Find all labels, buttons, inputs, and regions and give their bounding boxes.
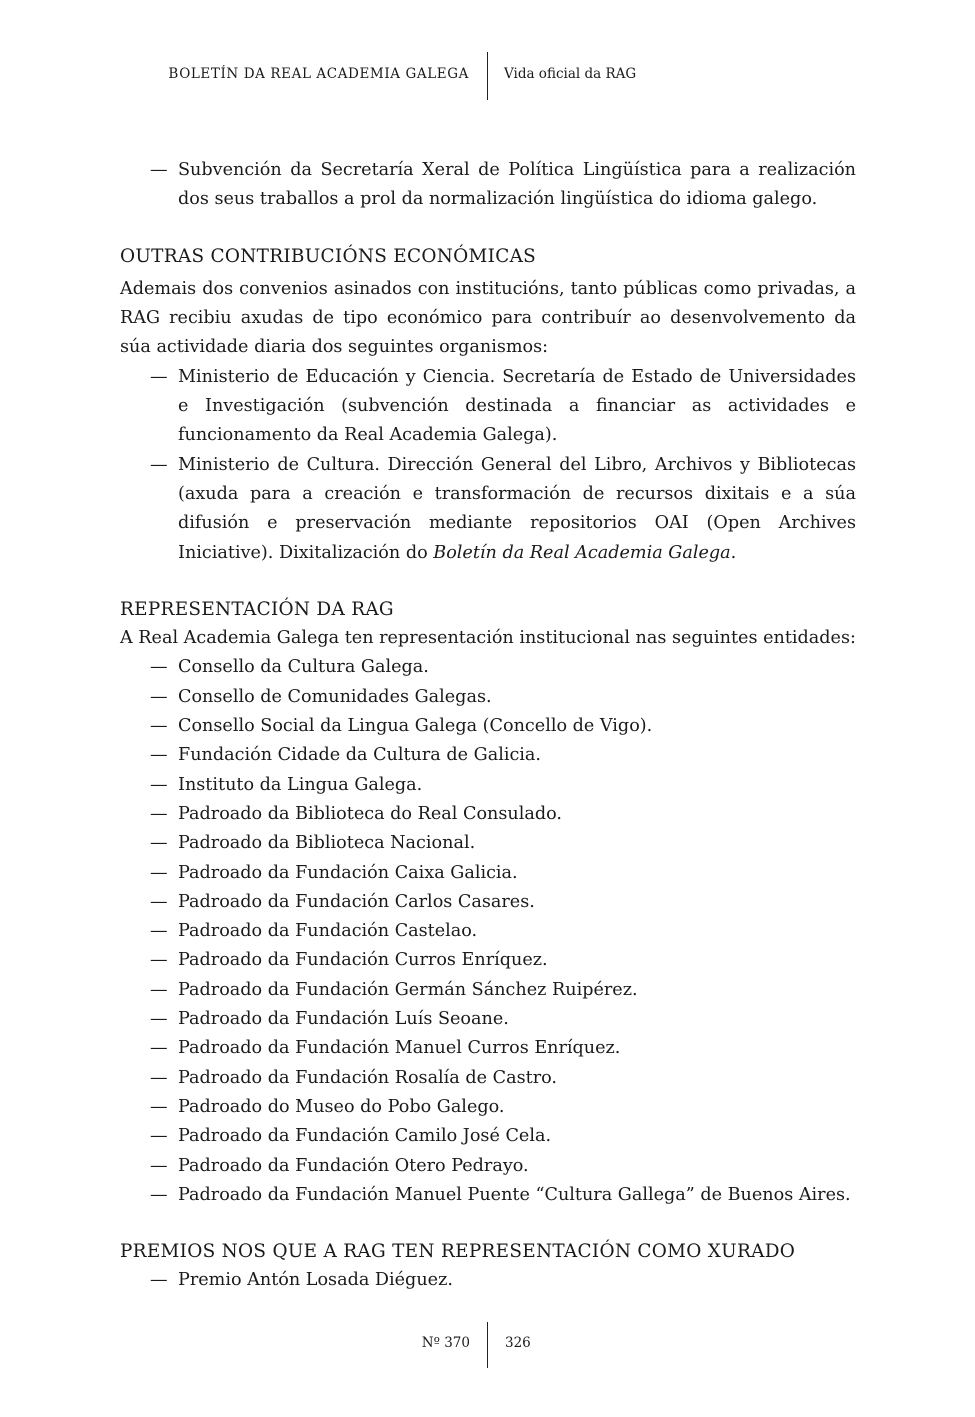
outras-list <box>120 363 856 568</box>
list-item: — Padroado da Fundación Castelao. <box>150 921 478 942</box>
list-item: — Premio Antón Losada Diéguez. <box>150 1270 453 1291</box>
outras-paragraph: Ademais dos convenios asinados con institucións, tanto públicas como privadas, a RAG recibiu axudas de tipo económico para contribuír ao desenvolvemento da súa actividade diaria dos seguintes organismos: <box>120 278 856 358</box>
list-item: — Consello da Cultura Galega. <box>150 657 429 678</box>
list-item: — Padroado da Fundación Manuel Puente “Cultura Gallega” de Buenos Aires. <box>150 1184 851 1205</box>
list-item: — Ministerio de Educación y Ciencia. Secretaría de Estado de Universidades e Investigación (subvención destinada a financiar as actividades e funcionamento da Real Academia Galega). <box>150 366 856 446</box>
representacion-list <box>120 653 856 1210</box>
list-item: — Padroado do Museo do Pobo Galego. <box>150 1096 505 1117</box>
list-item: — Padroado da Fundación Curros Enríquez. <box>150 950 548 971</box>
section-heading-outras: OUTRAS CONTRIBUCIÓNS ECONÓMICAS <box>120 245 537 267</box>
boletin-title: Boletín da Real Academia Galega <box>433 542 731 563</box>
list-item: — Padroado da Fundación Carlos Casares. <box>150 891 535 912</box>
list-item: — Instituto da Lingua Galega. <box>150 774 423 795</box>
list-item: — Ministerio de Cultura. Dirección General del Libro, Archivos y Bibliotecas (axuda para a creación e transformación de recursos dixitais e a súa difusión e preservación mediante repositorios OAI (Open Archives Iniciative). Dixitalización do Boletín da Real Academia Galega. <box>150 454 856 563</box>
representacion-paragraph: A Real Academia Galega ten representación institucional nas seguintes entidades: <box>120 628 856 649</box>
list-item: — Fundación Cidade da Cultura de Galicia. <box>150 745 542 766</box>
list-item: — Padroado da Fundación Manuel Curros Enríquez. <box>150 1038 621 1059</box>
list-item: — Padroado da Fundación Rosalía de Castro. <box>150 1067 557 1088</box>
page-body <box>120 156 856 1296</box>
section-heading-premios: PREMIOS NOS QUE A RAG TEN REPRESENTACIÓN COMO XURADO <box>120 1241 796 1263</box>
premios-list <box>120 1266 856 1295</box>
list-item: — Padroado da Biblioteca do Real Consulado. <box>150 803 562 824</box>
page-number: 326 <box>505 1335 531 1351</box>
list-item: — Consello de Comunidades Galegas. <box>150 686 492 707</box>
issue-number: Nº 370 <box>421 1335 470 1351</box>
journal-title: BOLETÍN DA REAL ACADEMIA GALEGA <box>168 66 469 82</box>
list-item: — Consello Social da Lingua Galega (Concello de Vigo). <box>150 716 653 737</box>
footer-divider <box>487 1322 488 1368</box>
list-item: — Padroado da Fundación Luís Seoane. <box>150 1009 509 1030</box>
page-footer <box>0 1322 975 1368</box>
list-item: — Subvención da Secretaría Xeral de Política Lingüística para a realización dos seus traballos a prol da normalización lingüística do idioma galego. <box>150 160 856 210</box>
intro-list <box>120 156 856 215</box>
list-item: — Padroado da Fundación Caixa Galicia. <box>150 862 518 883</box>
list-item: — Padroado da Fundación Germán Sánchez Ruipérez. <box>150 979 638 1000</box>
list-item: — Padroado da Biblioteca Nacional. <box>150 833 476 854</box>
list-item: — Padroado da Fundación Otero Pedrayo. <box>150 1155 529 1176</box>
section-title: Vida oficial da RAG <box>504 66 637 82</box>
section-heading-representacion: REPRESENTACIÓN DA RAG <box>120 598 394 620</box>
list-item: — Padroado da Fundación Camilo José Cela. <box>150 1126 552 1147</box>
running-header <box>0 52 975 100</box>
header-divider <box>487 52 488 100</box>
